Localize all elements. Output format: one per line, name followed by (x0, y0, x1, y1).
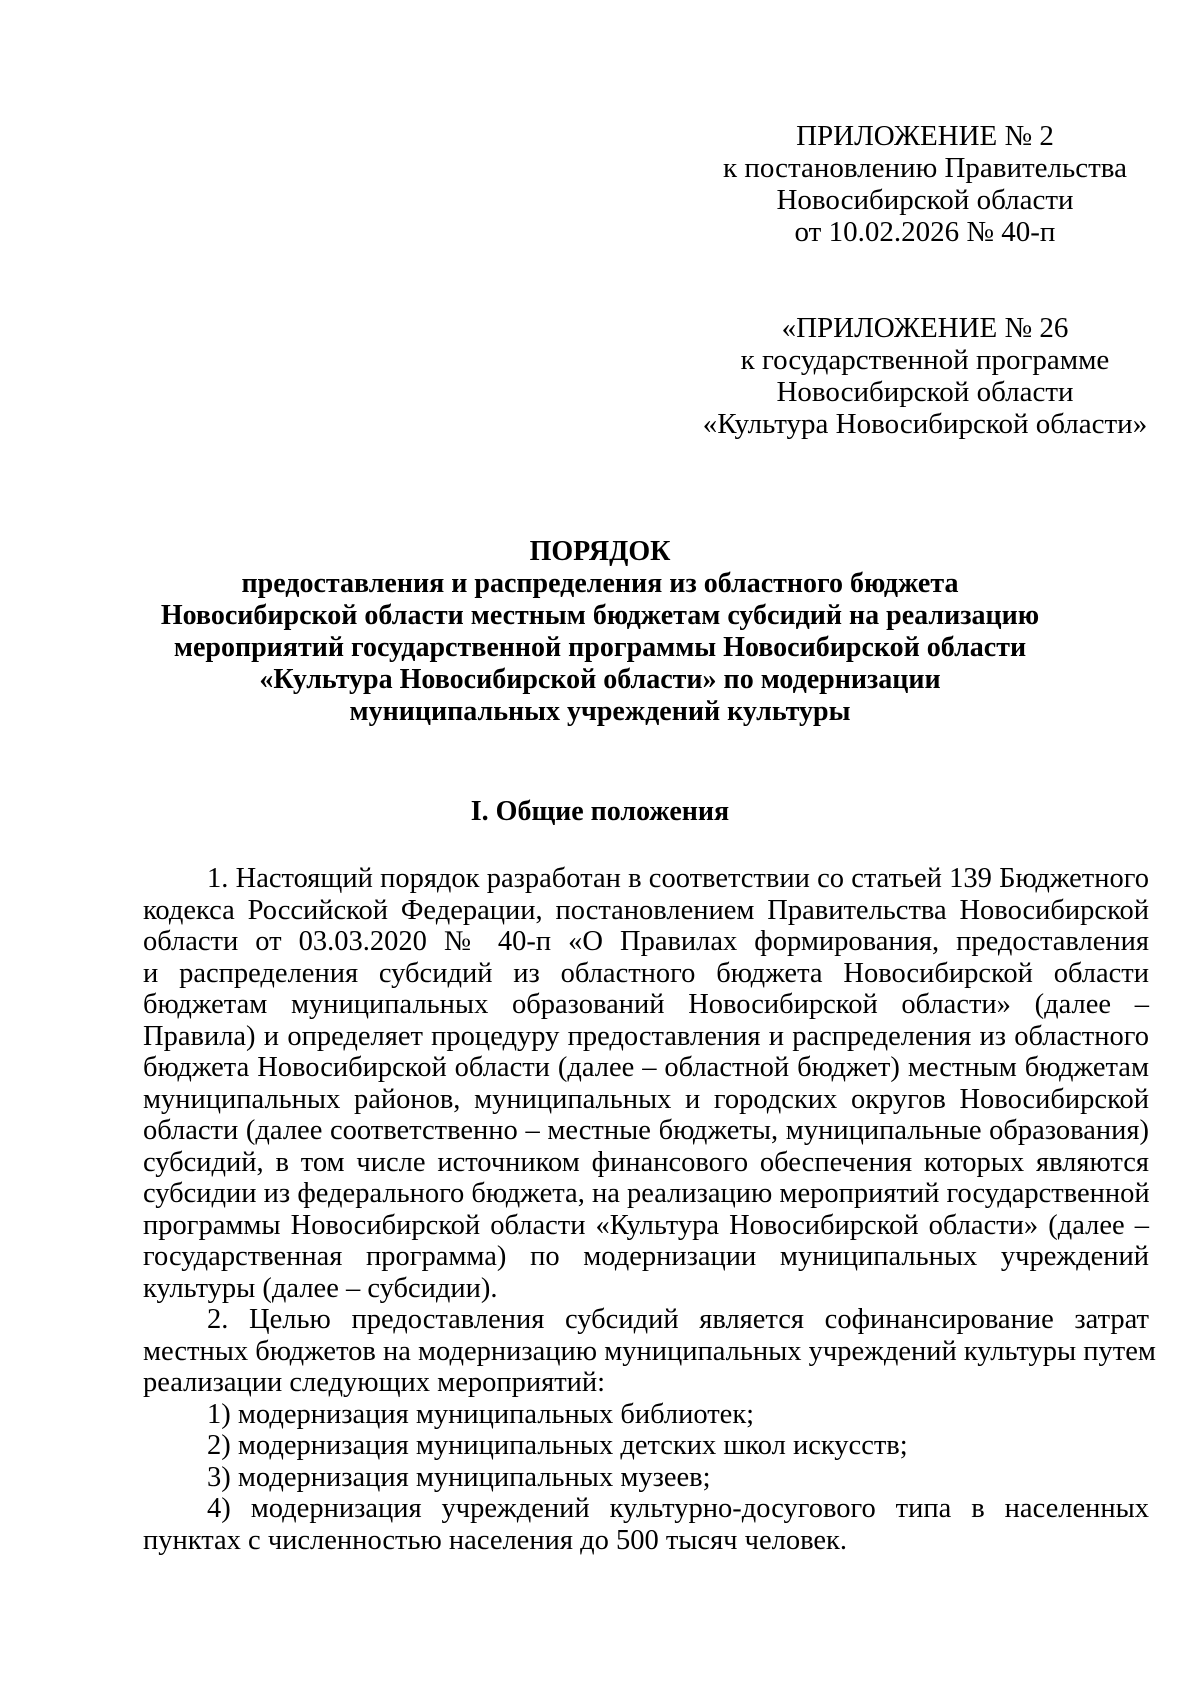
list-item: 2) модернизация муниципальных детских школ искусств; (207, 1430, 908, 1461)
paragraph-line: культуры (далее – субсидии). (143, 1272, 498, 1304)
annex-region: Новосибирской области (776, 184, 1074, 216)
paragraph-line: государственная программа) по модернизации муниципальных учреждений (143, 1241, 1149, 1272)
title-line: мероприятий государственной программы Новосибирской области (173, 632, 1027, 663)
annex-program-name: «Культура Новосибирской области» (702, 408, 1148, 440)
title-line: муниципальных учреждений культуры (349, 696, 851, 727)
paragraph-line: реализации следующих мероприятий: (143, 1367, 606, 1398)
title-line: Новосибирской области местным бюджетам субсидий на реализацию (160, 600, 1040, 631)
paragraph-line: местных бюджетов на модернизацию муниципальных учреждений культуры путем (143, 1335, 1156, 1367)
paragraph-line: и распределения субсидий из областного бюджета Новосибирской области (143, 957, 1149, 989)
paragraph-line: кодекса Российской Федерации, постановлением Правительства Новосибирской (143, 894, 1149, 926)
annex-number: «ПРИЛОЖЕНИЕ № 26 (781, 312, 1069, 344)
annex-date-number: от 10.02.2026 № 40-п (794, 216, 1056, 248)
paragraph-line: муниципальных районов, муниципальных и городских округов Новосибирской (143, 1083, 1149, 1115)
annex-reference: к постановлению Правительства (723, 152, 1127, 184)
paragraph-line: субсидии из федерального бюджета, на реализацию мероприятий государственной (143, 1178, 1150, 1209)
paragraph-line: области (далее соответственно – местные бюджеты, муниципальные образования) (143, 1115, 1149, 1146)
list-item: 3) модернизация муниципальных музеев; (207, 1461, 711, 1493)
document-body (143, 863, 1156, 1556)
paragraph-line: пунктах с численностью населения до 500 тысяч человек. (143, 1524, 848, 1556)
paragraph-line: области от 03.03.2020 № 40-п «О Правилах формирования, предоставления (143, 926, 1149, 957)
paragraph-line: субсидий, в том числе источником финансового обеспечения которых являются (143, 1146, 1149, 1178)
annex-header-program (690, 312, 1160, 440)
paragraph-line: 2. Целью предоставления субсидий является софинансирование затрат (207, 1304, 1149, 1335)
annex-reference: к государственной программе (740, 344, 1110, 376)
annex-region: Новосибирской области (776, 376, 1074, 408)
annex-number: ПРИЛОЖЕНИЕ № 2 (796, 120, 1054, 152)
paragraph-line: бюджета Новосибирской области (далее – областной бюджет) местным бюджетам (143, 1052, 1149, 1083)
paragraph-line: Правила) и определяет процедуру предоставления и распределения из областного (143, 1020, 1149, 1052)
annex-header-resolution (690, 120, 1160, 248)
list-item: 1) модернизация муниципальных библиотек; (207, 1398, 755, 1430)
title-line: ПОРЯДОК (529, 536, 671, 567)
list-item: 4) модернизация учреждений культурно-досугового типа в населенных (207, 1493, 1149, 1524)
paragraph-line: программы Новосибирской области «Культура Новосибирской области» (далее – (143, 1209, 1149, 1241)
paragraph-line: бюджетам муниципальных образований Новосибирской области» (далее – (143, 989, 1149, 1020)
paragraph-line: 1. Настоящий порядок разработан в соответствии со статьей 139 Бюджетного (207, 863, 1149, 894)
section-heading: I. Общие положения (470, 796, 730, 827)
document-title (130, 536, 1070, 728)
title-line: «Культура Новосибирской области» по модернизации (259, 664, 941, 695)
title-line: предоставления и распределения из областного бюджета (241, 568, 959, 599)
